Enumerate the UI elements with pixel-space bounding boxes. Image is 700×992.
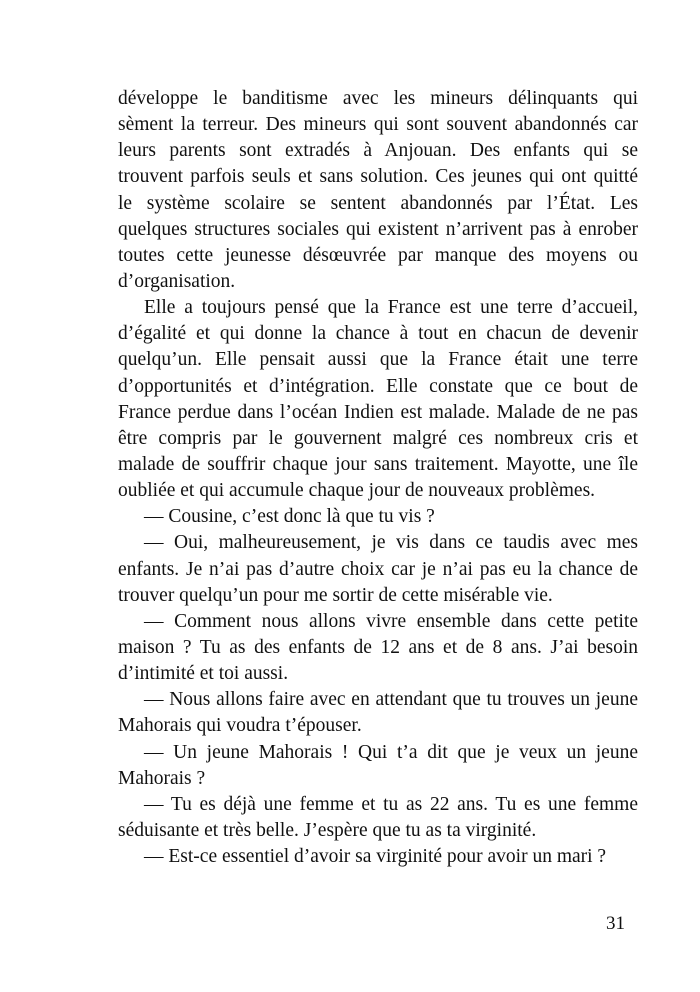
- text-line: — Comment nous allons vivre ensemble dans cette petite: [144, 610, 638, 632]
- text-line: — Nous allons faire avec en attendant que tu trouves un jeune: [144, 689, 638, 711]
- text-line: développe le banditisme avec les mineurs délinquants qui: [118, 88, 638, 109]
- text-line: oubliée et qui accumule chaque jour de nouveaux problèmes.: [118, 480, 596, 502]
- text-line: leurs parents sont extradés à Anjouan. Des enfants qui se: [118, 140, 638, 162]
- text-line: Elle a toujours pensé que la France est une terre d’accueil,: [144, 297, 638, 319]
- text-line: — Un jeune Mahorais ! Qui t’a dit que je veux un jeune: [144, 741, 638, 763]
- paragraph: [118, 504, 638, 530]
- text-line: séduisante et très belle. J’espère que tu as ta virginité.: [118, 819, 537, 841]
- text-line: — Est-ce essentiel d’avoir sa virginité pour avoir un mari ?: [144, 846, 607, 868]
- text-line: sèment la terreur. Des mineurs qui sont souvent abandonnés car: [118, 114, 638, 136]
- text-line: toutes cette jeunesse désœuvrée par manque des moyens ou: [118, 244, 638, 266]
- text-line: — Tu es déjà une femme et tu as 22 ans. Tu es une femme: [144, 793, 638, 815]
- text-line: Mahorais qui voudra t’épouser.: [118, 715, 362, 737]
- paragraph: [118, 687, 638, 739]
- text-line: d’égalité et qui donne la chance à tout en chacun de devenir: [118, 323, 638, 345]
- paragraph: [118, 792, 638, 844]
- paragraph: [118, 530, 638, 608]
- text-line: malade de souffrir chaque jour sans traitement. Mayotte, une île: [118, 453, 638, 475]
- text-line: Mahorais ?: [118, 767, 206, 789]
- text-line: enfants. Je n’ai pas d’autre choix car je n’ai pas eu la chance de: [118, 558, 638, 580]
- paragraph: [118, 86, 638, 295]
- text-line: trouver quelqu’un pour me sortir de cette misérable vie.: [118, 584, 553, 606]
- body-text: [118, 86, 638, 870]
- text-line: maison ? Tu as des enfants de 12 ans et de 8 ans. J’ai besoin: [118, 636, 638, 658]
- text-line: France perdue dans l’océan Indien est malade. Malade de ne pas: [118, 401, 638, 423]
- paragraph: [118, 844, 638, 870]
- text-line: être compris par le gouvernent malgré ces nombreux cris et: [118, 427, 638, 449]
- page-number: 31: [606, 913, 625, 934]
- text-line: le système scolaire se sentent abandonnés par l’État. Les: [118, 192, 638, 214]
- paragraph: [118, 609, 638, 687]
- paragraph: [118, 295, 638, 504]
- text-line: d’opportunités et d’intégration. Elle constate que ce bout de: [118, 375, 638, 397]
- paragraph: [118, 740, 638, 792]
- text-line: — Cousine, c’est donc là que tu vis ?: [144, 506, 435, 528]
- text-line: quelqu’un. Elle pensait aussi que la France était une terre: [118, 349, 638, 371]
- text-line: quelques structures sociales qui existent n’arrivent pas à enrober: [118, 218, 638, 240]
- text-line: d’organisation.: [118, 270, 236, 292]
- text-line: d’intimité et toi aussi.: [118, 663, 289, 685]
- text-line: — Oui, malheureusement, je vis dans ce taudis avec mes: [144, 532, 638, 554]
- text-line: trouvent parfois seuls et sans solution. Ces jeunes qui ont quitté: [118, 166, 638, 188]
